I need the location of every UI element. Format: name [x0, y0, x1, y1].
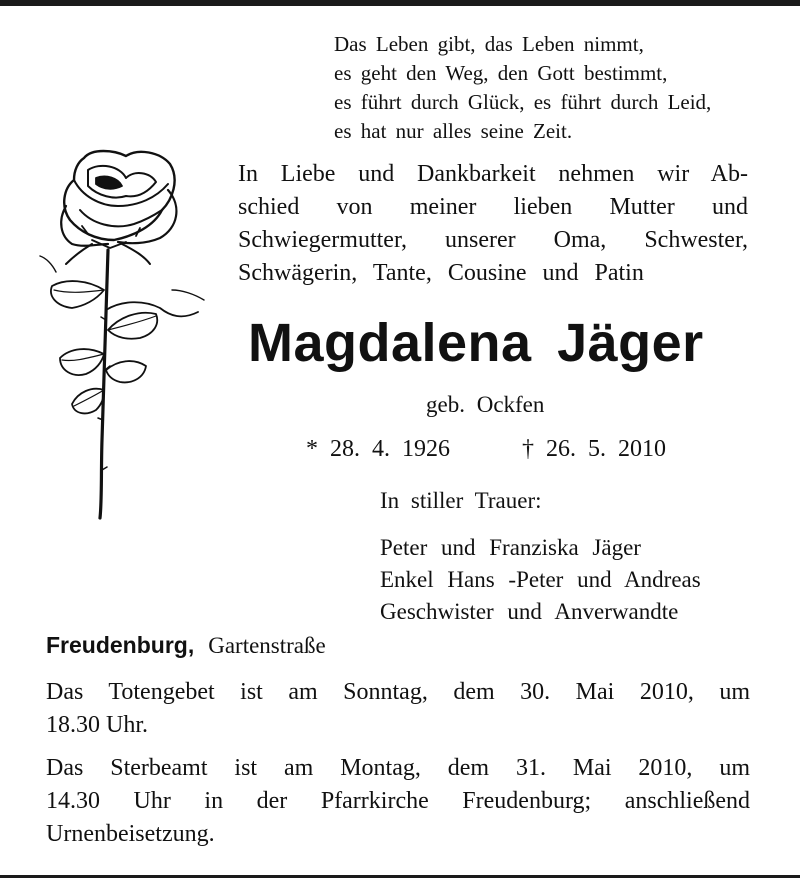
- rose-illustration: [22, 140, 212, 530]
- rose-leaf: [106, 361, 146, 382]
- mourner-line: Geschwister und Anverwandte: [380, 599, 679, 624]
- mourning-title: In stiller Trauer:: [380, 488, 542, 513]
- mass-notice: [46, 752, 750, 851]
- mass-line: 14.30 Uhr in der Pfarrkirche Freudenburg; anschließend: [46, 788, 750, 814]
- maiden-name: geb. Ockfen: [426, 392, 545, 417]
- prayer-notice: [46, 676, 750, 742]
- prayer-line: 18.30 Uhr.: [46, 712, 148, 738]
- address: [46, 632, 326, 659]
- intro-line: Schwiegermutter, unserer Oma, Schwester,: [238, 227, 748, 253]
- poem-line: es geht den Weg, den Gott bestimmt,: [334, 61, 668, 85]
- intro-line: schied von meiner lieben Mutter und: [238, 194, 748, 220]
- mourners-list: [380, 532, 701, 628]
- intro-line: Schwägerin, Tante, Cousine und Patin: [238, 260, 644, 286]
- poem-line: es führt durch Glück, es führt durch Leid,: [334, 90, 712, 114]
- prayer-line: Das Totengebet ist am Sonntag, dem 30. Mai 2010, um: [46, 679, 750, 705]
- rose-leaf: [51, 281, 104, 308]
- intro-line: In Liebe und Dankbarkeit nehmen wir Ab-: [238, 161, 748, 187]
- intro-text: [238, 158, 748, 290]
- rose-leaf: [108, 313, 157, 339]
- address-street: Gartenstraße: [208, 633, 326, 658]
- death-date: † 26. 5. 2010: [522, 436, 666, 462]
- birth-date: * 28. 4. 1926: [306, 436, 450, 462]
- address-city: Freudenburg,: [46, 632, 195, 658]
- rose-leaf: [60, 349, 104, 375]
- mourner-line: Enkel Hans -Peter und Andreas: [380, 567, 701, 592]
- rose-leaf: [106, 302, 198, 316]
- poem: [334, 30, 711, 146]
- mass-line: Das Sterbeamt ist am Montag, dem 31. Mai 2010, um: [46, 755, 750, 781]
- poem-line: es hat nur alles seine Zeit.: [334, 119, 573, 143]
- mourner-line: Peter und Franziska Jäger: [380, 535, 641, 560]
- deceased-name: Magdalena Jäger: [248, 313, 704, 373]
- poem-line: Das Leben gibt, das Leben nimmt,: [334, 32, 644, 56]
- mass-line: Urnenbeisetzung.: [46, 821, 215, 847]
